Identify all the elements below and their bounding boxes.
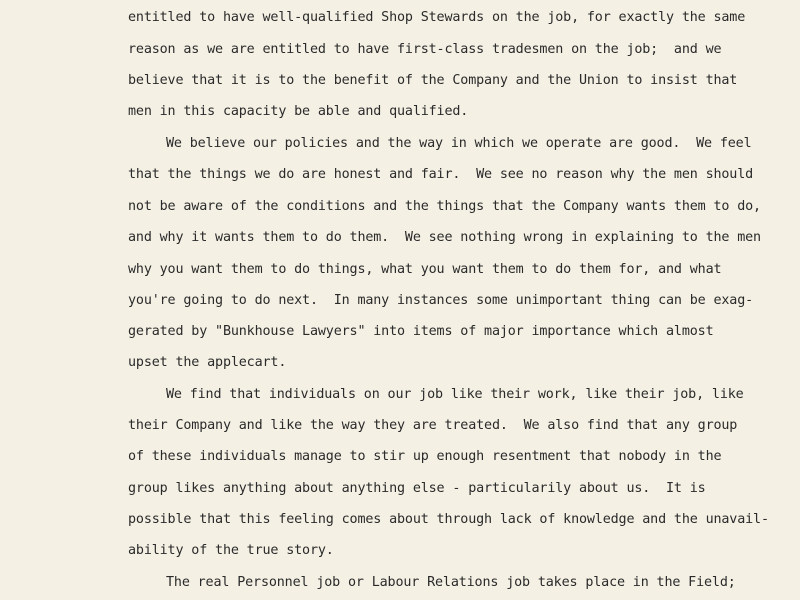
text-line: why you want them to do things, what you want them to do them for, and what — [128, 262, 722, 277]
text-line: ability of the true story. — [128, 543, 334, 558]
text-line: you're going to do next. In many instances some unimportant thing can be exag- — [128, 293, 754, 308]
text-line: and why it wants them to do them. We see nothing wrong in explaining to the men — [128, 230, 761, 245]
text-line: not be aware of the conditions and the things that the Company wants them to do, — [128, 199, 761, 214]
text-line: We believe our policies and the way in which we operate are good. We feel — [166, 136, 752, 151]
text-line: entitled to have well-qualified Shop Stewards on the job, for exactly the same — [128, 10, 746, 25]
text-line: We find that individuals on our job like their work, like their job, like — [166, 387, 744, 402]
text-line: that the things we do are honest and fair. We see no reason why the men should — [128, 167, 754, 182]
text-line: upset the applecart. — [128, 355, 287, 370]
text-line: men in this capacity be able and qualified. — [128, 104, 469, 119]
text-line: believe that it is to the benefit of the Company and the Union to insist that — [128, 73, 738, 88]
text-line: group likes anything about anything else - particularily about us. It is — [128, 481, 706, 496]
text-line: gerated by "Bunkhouse Lawyers" into items of major importance which almost — [128, 324, 714, 339]
text-line: The real Personnel job or Labour Relations job takes place in the Field; — [166, 575, 736, 590]
text-line: their Company and like the way they are treated. We also find that any group — [128, 418, 738, 433]
text-line: possible that this feeling comes about through lack of knowledge and the unavail- — [128, 512, 769, 527]
text-line: of these individuals manage to stir up enough resentment that nobody in the — [128, 449, 722, 464]
text-line: reason as we are entitled to have first-class tradesmen on the job; and we — [128, 42, 722, 57]
